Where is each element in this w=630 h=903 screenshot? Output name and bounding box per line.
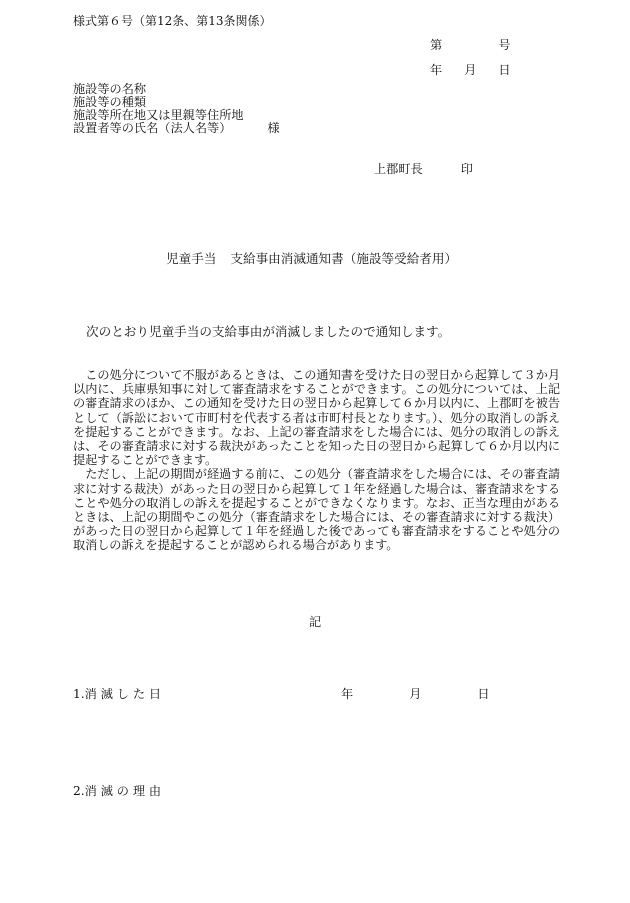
intro-sentence: 次のとおり児童手当の支給事由が消滅しましたので通知します。	[86, 324, 451, 339]
issue-date	[430, 64, 511, 76]
extinction-date-label: 1.消 滅 し た 日	[73, 687, 162, 701]
document-title	[166, 253, 457, 266]
addressee-block	[73, 83, 280, 135]
title-part-1: 児童手当	[166, 251, 217, 266]
month-label: 月	[464, 63, 477, 77]
honorific: 様	[267, 121, 280, 135]
form-number: 様式第６号（第12条、第13条関係）	[73, 14, 272, 28]
notice-paragraph-1: この処分について不服があるときは、この通知書を受けた日の翌日から起算して３か月以内に、兵庫県知事に対して審査請求をすることができます。この処分については、上記の審査請求のほか、この通知を受けた日の翌日から起算して６か月以内に、上郡町を被告として（訴訟において市町村を代表する者は市町村長となります。）、処分の取消しの訴えを提起することができます。なお、上記の審査請求をした場合には、処分の取消しの訴えは、その審査請求に対する裁決があったことを知った日の翌日から起算して６か月以内に提起することができます。	[73, 368, 560, 468]
reference-number	[430, 39, 510, 51]
year-label: 年	[430, 63, 443, 77]
month-label: 月	[409, 687, 422, 701]
facility-address-label: 施設等所在地又は里親等住所地	[73, 108, 244, 122]
founder-name-label: 設置者等の氏名（法人名等）	[73, 121, 232, 135]
ref-prefix: 第	[430, 38, 443, 52]
seal-mark: 印	[460, 162, 473, 176]
ki-heading: 記	[309, 615, 322, 629]
title-part-2: 支給事由消滅通知書（施設等受給者用）	[230, 251, 458, 266]
year-label: 年	[341, 687, 354, 701]
notice-paragraph-2: ただし、上記の期間が経過する前に、この処分（審査請求をした場合には、その審査請求に対する裁決）があった日の翌日から起算して１年を経過した場合は、審査請求をすることや処分の取消しの訴えを提起することができなくなります。なお、正当な理由があるときは、上記の期間やこの処分（審査請求をした場合には、その審査請求に対する裁決）があった日の翌日から起算して１年を経過した後であっても審査請求をすることや処分の取消しの訴えを提起することが認められる場合があります。	[73, 467, 560, 553]
issuer-name: 上郡町長	[374, 162, 423, 176]
founder-name-line	[73, 122, 280, 135]
ref-suffix: 号	[498, 38, 511, 52]
extinction-reason-label: 2.消 滅 の 理 由	[73, 784, 162, 798]
extinction-date-fields	[341, 688, 490, 700]
extinction-date-row	[73, 688, 493, 700]
day-label: 日	[498, 63, 511, 77]
facility-type-label: 施設等の種類	[73, 95, 147, 109]
issuer	[374, 163, 473, 175]
facility-name-label: 施設等の名称	[73, 82, 147, 96]
day-label: 日	[477, 687, 490, 701]
appeal-notice	[73, 368, 560, 553]
